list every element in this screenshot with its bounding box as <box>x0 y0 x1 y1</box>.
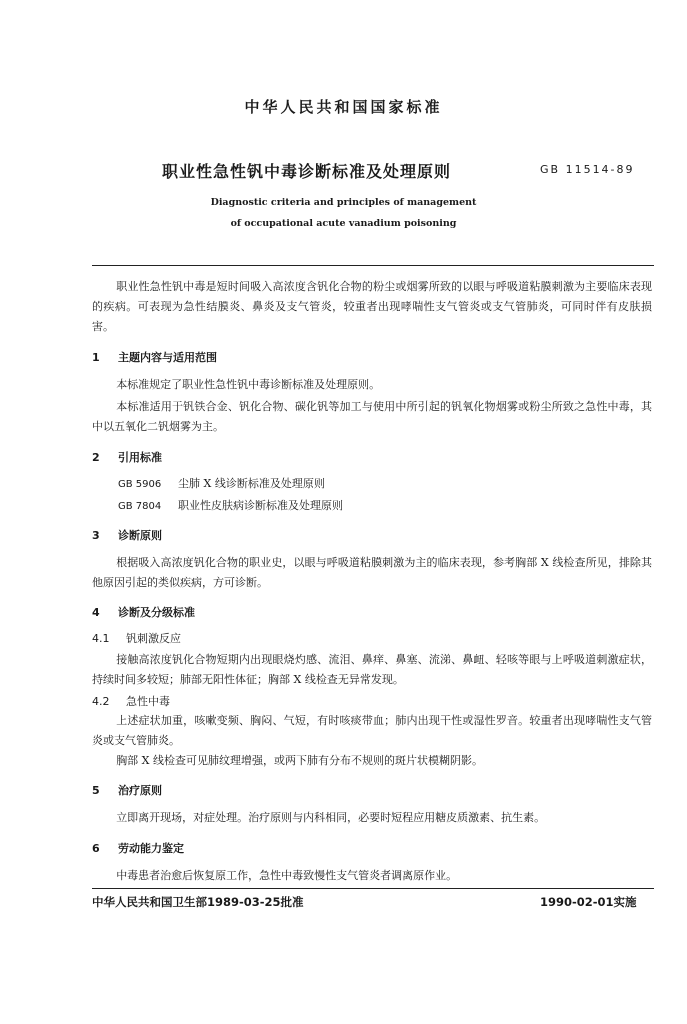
section-number: 3 <box>92 529 100 542</box>
subsection-title: 急性中毒 <box>126 695 170 708</box>
section-6-paragraph: 中毒患者治愈后恢复原工作，急性中毒致慢性支气管炎者调离原作业。 <box>116 869 458 882</box>
section-number: 6 <box>92 842 100 855</box>
subsection-heading-4-2 <box>92 693 170 709</box>
reference-item <box>118 475 325 491</box>
subsection-number: 4.2 <box>92 695 110 708</box>
reference-code: GB 5906 <box>118 479 162 490</box>
section-title: 引用标准 <box>118 451 162 464</box>
reference-title: 尘肺 X 线诊断标准及处理原则 <box>178 477 325 490</box>
section-heading-6 <box>92 840 184 856</box>
national-standard-title: 中华人民共和国国家标准 <box>244 98 443 116</box>
section-number: 2 <box>92 451 100 464</box>
section-title: 劳动能力鉴定 <box>118 842 184 855</box>
english-title-line1: Diagnostic criteria and principles of management <box>210 197 477 208</box>
section-number: 5 <box>92 784 100 797</box>
subsection-4-1-paragraph: 接触高浓度钒化合物短期内出现眼烧灼感、流泪、鼻痒、鼻塞、流涕、鼻衄、轻咳等眼与上呼吸道刺激症状，持续时间多较短；肺部无阳性体征；胸部 X 线检查无异常发现。 <box>92 653 652 686</box>
section-heading-2 <box>92 449 162 465</box>
intro-paragraph: 职业性急性钒中毒是短时间吸入高浓度含钒化合物的粉尘或烟雾所致的以眼与呼吸道粘膜刺激为主要临床表现的疾病。可表现为急性结膜炎、鼻炎及支气管炎，较重者出现哮喘性支气管炎或支气管肺炎，可同时伴有皮肤损害。 <box>92 280 652 333</box>
section-1-paragraph-2: 本标准适用于钒铁合金、钒化合物、碳化钒等加工与使用中所引起的钒氧化物烟雾或粉尘所致之急性中毒，其中以五氧化二钒烟雾为主。 <box>92 400 652 433</box>
subsection-4-2-paragraph-2: 胸部 X 线检查可见肺纹理增强，或两下肺有分布不规则的斑片状模糊阴影。 <box>116 754 484 767</box>
standard-number: GB 11514-89 <box>540 163 635 176</box>
english-title-line2: of occupational acute vanadium poisoning <box>230 218 457 229</box>
implementation-date: 1990-02-01实施 <box>540 895 637 909</box>
section-number: 4 <box>92 606 100 619</box>
subsection-heading-4-1 <box>92 630 181 646</box>
section-5-paragraph: 立即离开现场，对症处理。治疗原则与内科相同，必要时短程应用糖皮质激素、抗生素。 <box>116 811 546 824</box>
footer-divider <box>92 888 654 889</box>
reference-item <box>118 497 343 513</box>
subsection-4-2-paragraph-1: 上述症状加重，咳嗽变频、胸闷、气短，有时咳痰带血；肺内出现干性或湿性罗音。较重者出现哮喘性支气管炎或支气管肺炎。 <box>92 714 652 747</box>
subsection-number: 4.1 <box>92 632 110 645</box>
section-heading-3 <box>92 527 162 543</box>
section-heading-1 <box>92 349 217 365</box>
section-3-paragraph: 根据吸入高浓度钒化合物的职业史，以眼与呼吸道粘膜刺激为主的临床表现，参考胸部 X 线检查所见，排除其他原因引起的类似疾病，方可诊断。 <box>92 556 652 589</box>
section-title: 诊断原则 <box>118 529 162 542</box>
section-title: 主题内容与适用范围 <box>118 351 217 364</box>
section-1-paragraph-1: 本标准规定了职业性急性钒中毒诊断标准及处理原则。 <box>116 378 381 391</box>
section-title: 治疗原则 <box>118 784 162 797</box>
subsection-title: 钒刺激反应 <box>126 632 181 645</box>
header-divider <box>92 265 654 266</box>
section-heading-4 <box>92 604 195 620</box>
section-title: 诊断及分级标准 <box>118 606 195 619</box>
section-heading-5 <box>92 782 162 798</box>
reference-title: 职业性皮肤病诊断标准及处理原则 <box>178 499 343 512</box>
document-title: 职业性急性钒中毒诊断标准及处理原则 <box>162 162 452 181</box>
reference-code: GB 7804 <box>118 501 162 512</box>
section-number: 1 <box>92 351 100 364</box>
approval-line: 中华人民共和国卫生部1989-03-25批准 <box>92 895 304 909</box>
